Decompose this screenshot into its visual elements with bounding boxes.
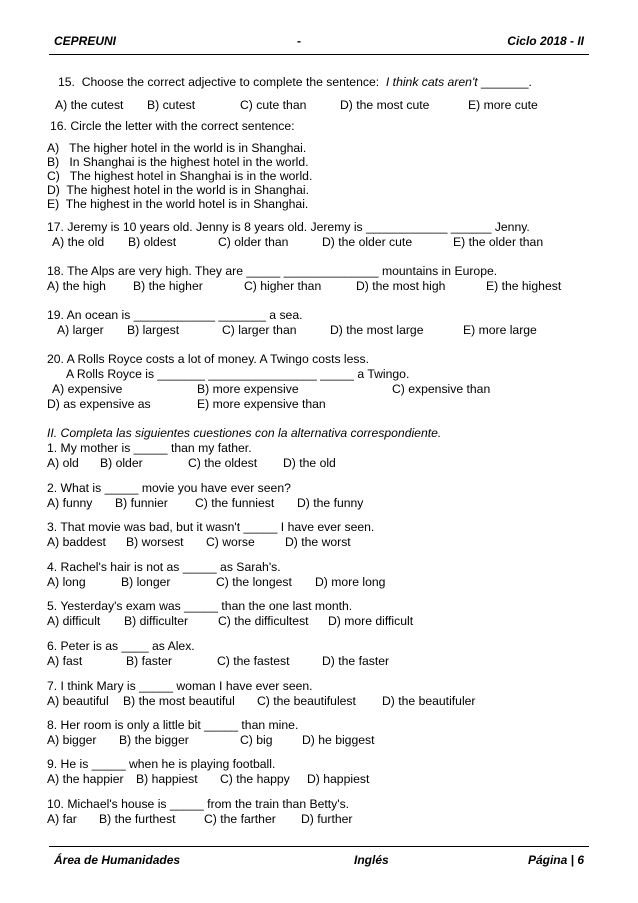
s10-option-c: C) the farther xyxy=(204,812,276,826)
q20-option-e: E) more expensive than xyxy=(197,397,326,411)
q19-option-e: E) more large xyxy=(463,323,537,337)
s2-option-d: D) the funny xyxy=(297,496,364,510)
page-footer xyxy=(49,853,589,870)
q15-option-e: E) more cute xyxy=(468,98,538,112)
q15-stem: 15. Choose the correct adjective to complete the sentence: I think cats aren't _______. xyxy=(58,75,532,89)
q20-option-d: D) as expensive as xyxy=(47,397,151,411)
s6-option-c: C) the fastest xyxy=(217,654,290,668)
q15-option-d: D) the most cute xyxy=(340,98,430,112)
s2-option-a: A) funny xyxy=(47,496,93,510)
s5-option-c: C) the difficultest xyxy=(218,614,309,628)
s7-option-a: A) beautiful xyxy=(47,694,109,708)
s1-stem: 1. My mother is _____ than my father. xyxy=(47,441,252,455)
q19-option-a: A) larger xyxy=(57,323,104,337)
s2-option-b: B) funnier xyxy=(115,496,168,510)
q16-option-d: D) The highest hotel in the world is in Shanghai. xyxy=(47,183,309,197)
s5-option-b: B) difficulter xyxy=(124,614,189,628)
s7-option-b: B) the most beautiful xyxy=(123,694,235,708)
q19-stem: 19. An ocean is ____________ _______ a sea. xyxy=(47,308,303,322)
q17-option-e: E) the older than xyxy=(453,235,544,249)
s5-option-d: D) more difficult xyxy=(328,614,414,628)
s9-stem: 9. He is _____ when he is playing football. xyxy=(47,757,276,771)
footer-page-number: Página | 6 xyxy=(527,853,584,867)
s5-option-a: A) difficult xyxy=(47,614,101,628)
q20-option-b: B) more expensive xyxy=(197,382,299,396)
q18-option-b: B) the higher xyxy=(133,279,203,293)
s4-option-a: A) long xyxy=(47,575,86,589)
s9-option-c: C) the happy xyxy=(220,772,290,786)
s7-option-d: D) the beautifuler xyxy=(382,694,476,708)
s2-option-c: C) the funniest xyxy=(195,496,275,510)
s3-option-b: B) worsest xyxy=(126,535,184,549)
q19-option-d: D) the most large xyxy=(330,323,424,337)
page-header xyxy=(49,34,589,51)
s4-option-b: B) longer xyxy=(121,575,171,589)
s8-option-a: A) bigger xyxy=(47,733,97,747)
s6-option-d: D) the faster xyxy=(322,654,390,668)
s1-option-a: A) old xyxy=(47,456,79,470)
s4-option-c: C) the longest xyxy=(216,575,292,589)
q16-option-c: C) The highest hotel in Shanghai is in the world. xyxy=(47,169,313,183)
q16-stem: 16. Circle the letter with the correct sentence: xyxy=(50,119,295,133)
s1-option-d: D) the old xyxy=(283,456,336,470)
q17-option-a: A) the old xyxy=(52,235,105,249)
footer-center: Inglés xyxy=(354,853,389,867)
q17-option-d: D) the older cute xyxy=(322,235,413,249)
header-center: - xyxy=(297,34,301,48)
s8-stem: 8. Her room is only a little bit _____ than mine. xyxy=(47,718,299,732)
q18-stem: 18. The Alps are very high. They are _____ ______________ mountains in Europe. xyxy=(47,264,498,278)
q18-option-e: E) the highest xyxy=(486,279,562,293)
q19-option-c: C) larger than xyxy=(222,323,297,337)
q16-option-a: A) The higher hotel in the world is in Shanghai. xyxy=(47,141,307,155)
q15-option-a: A) the cutest xyxy=(55,98,124,112)
s1-option-b: B) older xyxy=(100,456,143,470)
q20-stem-line1: 20. A Rolls Royce costs a lot of money. A Twingo costs less. xyxy=(47,352,369,366)
s9-option-d: D) happiest xyxy=(307,772,370,786)
q16-option-b: B) In Shanghai is the highest hotel in the world. xyxy=(47,155,309,169)
s3-option-c: C) worse xyxy=(206,535,255,549)
s5-stem: 5. Yesterday's exam was _____ than the one last month. xyxy=(47,599,353,613)
q18-option-c: C) higher than xyxy=(244,279,322,293)
s3-stem: 3. That movie was bad, but it wasn't _____ I have ever seen. xyxy=(47,520,375,534)
q18-option-d: D) the most high xyxy=(356,279,446,293)
q20-option-c: C) expensive than xyxy=(392,382,491,396)
footer-left: Área de Humanidades xyxy=(54,853,181,867)
q20-option-a: A) expensive xyxy=(52,382,123,396)
s10-option-a: A) far xyxy=(47,812,77,826)
q18-option-a: A) the high xyxy=(47,279,106,293)
q19-option-b: B) largest xyxy=(127,323,180,337)
s9-option-b: B) happiest xyxy=(136,772,198,786)
s3-option-a: A) baddest xyxy=(47,535,106,549)
header-rule xyxy=(49,54,589,55)
s10-option-d: D) further xyxy=(301,812,353,826)
s8-option-c: C) big xyxy=(240,733,273,747)
s8-option-b: B) the bigger xyxy=(119,733,189,747)
section-2-title: II. Completa las siguientes cuestiones con la alternativa correspondiente. xyxy=(47,426,442,440)
s9-option-a: A) the happier xyxy=(47,772,124,786)
s10-stem: 10. Michael's house is _____ from the train than Betty's. xyxy=(47,797,350,811)
q15-option-c: C) cute than xyxy=(240,98,307,112)
s4-option-d: D) more long xyxy=(315,575,386,589)
s7-option-c: C) the beautifulest xyxy=(257,694,356,708)
s10-option-b: B) the furthest xyxy=(99,812,176,826)
header-right: Ciclo 2018 - II xyxy=(507,34,584,48)
q20-stem-line2: A Rolls Royce is _______ ________________ _____ a Twingo. xyxy=(66,367,410,381)
s3-option-d: D) the worst xyxy=(285,535,351,549)
s2-stem: 2. What is _____ movie you have ever seen? xyxy=(47,481,291,495)
footer-rule xyxy=(49,846,589,847)
s6-stem: 6. Peter is as ____ as Alex. xyxy=(47,639,195,653)
q15-option-b: B) cutest xyxy=(147,98,196,112)
s8-option-d: D) he biggest xyxy=(302,733,375,747)
q17-option-c: C) older than xyxy=(218,235,289,249)
q17-stem: 17. Jeremy is 10 years old. Jenny is 8 years old. Jeremy is ____________ ______ Jenny. xyxy=(47,220,530,234)
header-left: CEPREUNI xyxy=(54,34,117,48)
s4-stem: 4. Rachel's hair is not as _____ as Sarah's. xyxy=(47,560,281,574)
q17-option-b: B) oldest xyxy=(128,235,177,249)
s6-option-b: B) faster xyxy=(126,654,173,668)
s6-option-a: A) fast xyxy=(47,654,83,668)
s1-option-c: C) the oldest xyxy=(188,456,258,470)
s7-stem: 7. I think Mary is _____ woman I have ever seen. xyxy=(47,679,313,693)
q16-option-e: E) The highest in the world hotel is in Shanghai. xyxy=(47,197,309,211)
